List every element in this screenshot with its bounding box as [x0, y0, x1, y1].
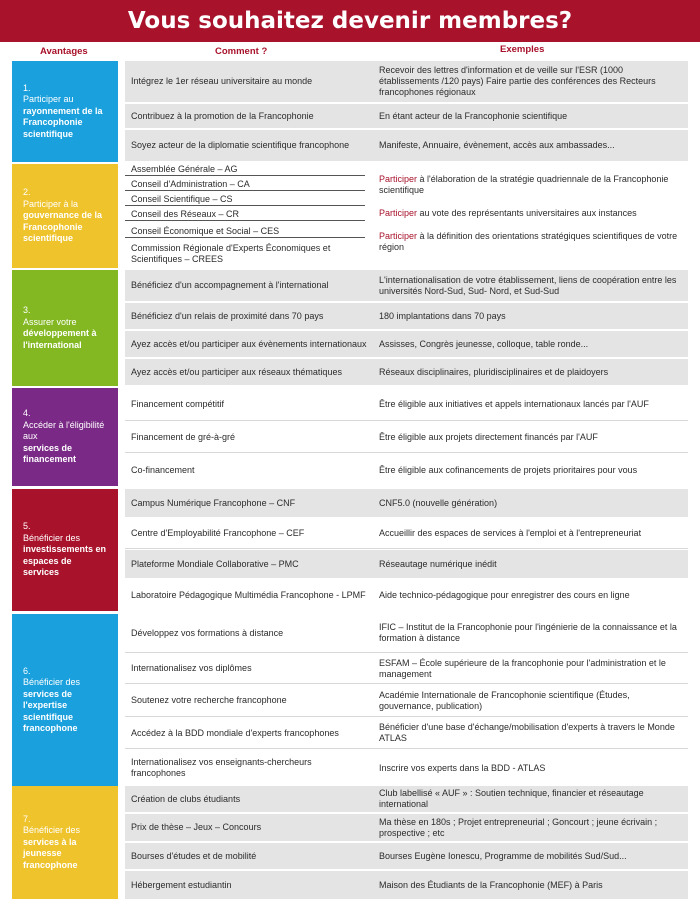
table-row: [125, 454, 688, 486]
section-number: 3.: [23, 305, 31, 315]
section-6: [12, 614, 677, 786]
row-example: Bénéficier d'une base d'échange/mobilisation d'experts à travers le Monde ATLAS: [379, 722, 675, 743]
list-item: Conseil d'Administration – CA: [125, 179, 365, 191]
list-item: Conseil Économique et Social – CES: [125, 226, 365, 238]
table-row: [125, 130, 688, 162]
row-example: CNF5.0 (nouvelle génération): [379, 497, 498, 508]
governance-point: Participer au vote des représentants universitaires aux instances: [379, 208, 637, 218]
row-example: Réseaux disciplinaires, pluridisciplinaires et de plaidoyers: [379, 366, 609, 377]
row-how: Plateforme Mondiale Collaborative – PMC: [131, 558, 299, 569]
table-row: [125, 519, 688, 549]
governance-point: Participer à l'élaboration de la stratégie quadriennale de la Francophonie scientifique: [379, 174, 669, 195]
row-example: Club labellisé « AUF » : Soutien technique, financier et réseautage international: [379, 788, 644, 809]
section-number: 5.: [23, 521, 31, 532]
row-example: Accueillir des espaces de services à l'emploi et à l'entrepreneuriat: [379, 528, 642, 538]
row-how: Internationalisez vos enseignants-chercheurs francophones: [131, 757, 312, 778]
table-row: [125, 331, 688, 358]
row-how: Campus Numérique Francophone – CNF: [131, 497, 296, 508]
row-example: Académie Internationale de Francophonie scientifique (Études, gouvernance, publication): [379, 689, 630, 711]
row-how: Centre d'Employabilité Francophone – CEF: [131, 528, 305, 538]
section-text: Bénéficier des: [23, 825, 81, 836]
row-how: Bénéficiez d'un accompagnement à l'international: [131, 280, 329, 290]
section-text: Participer à la: [23, 198, 79, 209]
row-example: Aide technico-pédagogique pour enregistrer des cours en ligne: [379, 590, 630, 600]
row-how: Accédez à la BDD mondiale d'experts francophones: [131, 727, 339, 738]
section-bold-text: services à la jeunesse francophone: [23, 836, 78, 870]
table-row: [125, 359, 688, 386]
section-number: 2.: [23, 187, 31, 198]
row-how: Laboratoire Pédagogique Multimédia Francophone - LPMF: [131, 590, 366, 600]
row-how: Hébergement estudiantin: [131, 879, 232, 890]
row-how: Soutenez votre recherche francophone: [131, 695, 287, 705]
row-how: Bénéficiez d'un relais de proximité dans 70 pays: [131, 310, 324, 321]
section-bold-text: services de financement: [23, 442, 77, 465]
section-text: Bénéficier des: [23, 677, 81, 687]
row-example: En étant acteur de la Francophonie scientifique: [379, 110, 568, 121]
row-example: Réseautage numérique inédit: [379, 558, 497, 569]
list-item: Assemblée Générale – AG: [125, 164, 365, 176]
table-row: [125, 718, 688, 749]
table-row: [125, 303, 688, 330]
table-row: [125, 422, 688, 453]
section-label: [12, 489, 118, 611]
row-how: Internationalisez vos diplômes: [131, 663, 252, 673]
row-example: 180 implantations dans 70 pays: [379, 310, 506, 321]
table-row: [125, 388, 688, 421]
section-bold-text: développement à l'international: [23, 328, 97, 350]
section-bold-text: investissements en espaces de services: [23, 544, 107, 578]
row-how: Bourses d'études et de mobilité: [131, 850, 257, 861]
table-row: [125, 871, 688, 899]
row-how: Prix de thèse – Jeux – Concours: [131, 822, 262, 832]
row-how: Financement de gré-à-gré: [131, 431, 236, 442]
row-example: Inscrire vos experts dans la BDD - ATLAS: [379, 762, 546, 773]
section-number: 6.: [23, 665, 31, 676]
page-title: Vous souhaitez devenir membres?: [0, 0, 700, 42]
section-label: [12, 786, 118, 899]
row-how: Ayez accès et/ou participer aux évènements internationaux: [131, 338, 367, 349]
row-how: Co-financement: [131, 464, 195, 475]
governance-point: Participer à la définition des orientations stratégiques scientifiques de votre région: [379, 231, 678, 252]
row-how: Ayez accès et/ou participer aux réseaux thématiques: [131, 366, 342, 377]
section-label: [12, 164, 118, 268]
row-how: Contribuez à la promotion de la Francophonie: [131, 110, 314, 121]
row-example: Maison des Étudiants de la Francophonie (MEF) à Paris: [379, 879, 603, 890]
table-row: [125, 685, 688, 717]
list-item: Conseil des Réseaux – CR: [125, 209, 365, 221]
section-text: Participer au: [23, 94, 74, 105]
table-row: [125, 843, 688, 870]
row-example: Bourses Eugène Ionescu, Programme de mobilités Sud/Sud...: [379, 850, 627, 861]
list-item: Conseil Scientifique – CS: [125, 194, 365, 206]
table-row: [125, 814, 688, 842]
section-text: Accéder à l'éligibilité aux: [23, 419, 105, 442]
section-text: Bénéficier des: [23, 532, 81, 543]
section-number: 4.: [23, 408, 31, 419]
table-row: [125, 580, 688, 611]
table-row: [125, 550, 688, 579]
row-how: Développez vos formations à distance: [131, 627, 284, 638]
table-row: [125, 270, 688, 302]
section-3: [12, 270, 677, 386]
column-header-avantages: Avantages: [40, 46, 88, 57]
table-row: [125, 786, 688, 813]
section-bold-text: gouvernance de la Francophonie scientifique: [23, 210, 103, 244]
column-header-comment: Comment ?: [215, 46, 268, 57]
row-example: L'internationalisation de votre établissement, liens de coopération entre les universités Nord-Sud, Sud- Nord, et Sud-Sud: [379, 274, 677, 296]
section-label: [12, 270, 118, 386]
row-how: Financement compétitif: [131, 398, 225, 409]
column-header-exemples: Exemples: [500, 44, 545, 55]
table-row: [125, 489, 688, 518]
table-row: [125, 614, 688, 653]
section-label: [12, 61, 118, 162]
row-example: Être éligible aux projets directement financés par l'AUF: [379, 431, 598, 442]
section-5: [12, 489, 672, 611]
table-row: [125, 750, 688, 786]
section-number: 7.: [23, 813, 31, 824]
section-label: [12, 388, 118, 486]
list-item: Commission Régionale d'Experts Économiques et Scientifiques – CREES: [131, 243, 331, 264]
row-example: Manifeste, Annuaire, évènement, accès aux ambassades...: [379, 140, 615, 150]
row-how: Intégrez le 1er réseau universitaire au monde: [131, 76, 313, 86]
section-text: Assurer votre: [23, 316, 77, 327]
section-bold-text: services de l'expertise scientifique francophone: [23, 688, 78, 733]
section-1: [12, 61, 672, 162]
section-bold-text: rayonnement de la Francophonie scientifique: [23, 105, 103, 139]
row-example: Être éligible aux initiatives et appels internationaux lancés par l'AUF: [379, 398, 649, 409]
table-row: [125, 61, 688, 103]
section-7: [12, 786, 672, 899]
row-example: ESFAM – École supérieure de la francophonie pour l'administration et le management: [379, 657, 666, 679]
table-row: [125, 654, 688, 684]
row-how: Création de clubs étudiants: [131, 793, 241, 804]
row-example: IFIC – Institut de la Francophonie pour l'ingénierie de la connaissance et la formation à distance: [379, 622, 677, 643]
row-how: Soyez acteur de la diplomatie scientifique francophone: [131, 140, 350, 150]
section-2: [12, 164, 678, 268]
row-example: Ma thèse en 180s ; Projet entrepreneurial ; Goncourt ; jeune écrivain ; prospective ; etc: [379, 816, 658, 838]
table-row: [125, 104, 688, 129]
row-example: Être éligible aux cofinancements de projets prioritaires pour vous: [379, 464, 638, 475]
section-label: [12, 614, 118, 786]
section-number: 1.: [23, 82, 31, 93]
row-example: Assisses, Congrès jeunesse, colloque, table ronde...: [379, 338, 589, 349]
row-example: Recevoir des lettres d'information et de veille sur l'ESR (1000 établissements /120 pays) Faire partie des conférences des Recteurs francophones régionaux: [379, 65, 656, 97]
section-4: [12, 388, 672, 486]
